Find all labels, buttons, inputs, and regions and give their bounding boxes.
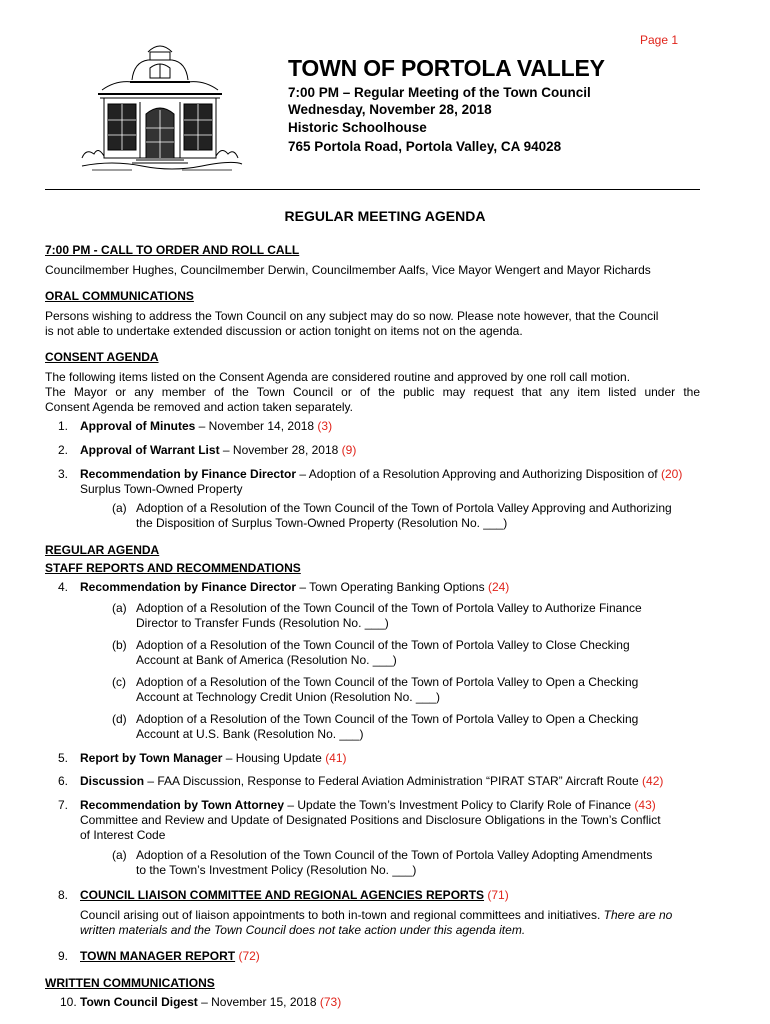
header-divider (45, 189, 700, 190)
item-title: Recommendation by Finance Director (80, 580, 297, 594)
town-title: TOWN OF PORTOLA VALLEY (288, 55, 605, 81)
item-title: TOWN MANAGER REPORT (80, 949, 236, 963)
item-number: 7. (58, 798, 69, 812)
sub-item-line-1: Adoption of a Resolution of the Town Council of the Town of Portola Valley Adopting Amendments (136, 848, 653, 862)
sub-item-label: (a) (112, 601, 127, 615)
sub-item-line-2: Account at Bank of America (Resolution No. ___) (136, 653, 397, 667)
page-ref: (43) (634, 798, 656, 812)
oral-line-1: Persons wishing to address the Town Council on any subject may do so now. Please note however, that the Council (45, 309, 659, 323)
consent-line-2: The Mayor or any member of the Town Council or of the public may request that any item listed under the (45, 385, 700, 399)
page-ref: (20) (660, 467, 683, 481)
item-title: Approval of Warrant List (80, 443, 220, 457)
item-number: 1. (58, 419, 69, 433)
sub-item-line-1: Adoption of a Resolution of the Town Council of the Town of Portola Valley to Authorize Finance (136, 601, 642, 615)
sub-item-line-2: Account at Technology Credit Union (Resolution No. ___) (136, 690, 440, 704)
roll-call-text: Councilmember Hughes, Councilmember Derwin, Councilmember Aalfs, Vice Mayor Wengert and Mayor Richards (45, 263, 651, 277)
page-ref: (9) (341, 443, 357, 457)
item-desc: Council arising out of liaison appointments to both in-town and regional committees and initiatives. (80, 908, 604, 922)
sub-item-label: (c) (112, 675, 126, 689)
sub-item-label: (a) (112, 501, 127, 515)
item-desc-cont: Surplus Town-Owned Property (80, 482, 243, 496)
meeting-date: Wednesday, November 28, 2018 (288, 102, 492, 117)
item-title: Report by Town Manager (80, 751, 223, 765)
item-desc: – Town Operating Banking Options (296, 580, 488, 594)
sub-item-line-1: Adoption of a Resolution of the Town Council of the Town of Portola Valley Approving and Authorizing (136, 501, 672, 515)
item-title: Recommendation by Finance Director (80, 467, 297, 481)
sub-item-label: (a) (112, 848, 127, 862)
item-number: 10. (60, 995, 77, 1009)
sub-item-line-2: the Disposition of Surplus Town-Owned Property (Resolution No. ___) (136, 516, 508, 530)
item-desc-cont: Committee and Review and Update of Designated Positions and Disclosure Obligations in the Town’s Conflict (80, 813, 661, 827)
item-number: 9. (58, 949, 69, 963)
written-communications-heading: WRITTEN COMMUNICATIONS (45, 976, 215, 990)
regular-agenda-heading: REGULAR AGENDA (45, 543, 160, 557)
consent-agenda-heading: CONSENT AGENDA (45, 350, 159, 364)
agenda-title: REGULAR MEETING AGENDA (284, 208, 486, 224)
meeting-address: 765 Portola Road, Portola Valley, CA 94028 (288, 139, 562, 154)
item-title: Approval of Minutes (80, 419, 196, 433)
consent-line-1: The following items listed on the Consent Agenda are considered routine and approved by one roll call motion. (45, 370, 631, 384)
item-desc: – FAA Discussion, Response to Federal Aviation Administration “PIRAT STAR” Aircraft Route (144, 774, 643, 788)
call-to-order-heading: 7:00 PM - CALL TO ORDER AND ROLL CALL (45, 243, 300, 257)
item-note: There are no (603, 908, 673, 922)
item-desc: – November 15, 2018 (197, 995, 320, 1009)
item-desc: – November 14, 2018 (195, 419, 318, 433)
sub-item-line-1: Adoption of a Resolution of the Town Council of the Town of Portola Valley to Open a Checking (136, 675, 639, 689)
page-ref: (73) (319, 995, 342, 1009)
page-ref: (24) (487, 580, 510, 594)
page-ref: (71) (487, 888, 509, 902)
item-number: 3. (58, 467, 69, 481)
oral-communications-heading: ORAL COMMUNICATIONS (45, 289, 194, 303)
sub-item-line-2: to the Town’s Investment Policy (Resolution No. ___) (136, 863, 417, 877)
item-desc-cont: of Interest Code (80, 828, 166, 842)
meeting-time: 7:00 PM – Regular Meeting of the Town Council (288, 85, 591, 100)
item-title: COUNCIL LIAISON COMMITTEE AND REGIONAL AGENCIES REPORTS (80, 888, 485, 902)
oral-line-2: is not able to undertake extended discussion or action tonight on items not on the agenda. (45, 324, 523, 338)
sub-item-line-2: Director to Transfer Funds (Resolution No. ___) (136, 616, 389, 630)
item-number: 8. (58, 888, 69, 902)
sub-item-line-2: Account at U.S. Bank (Resolution No. ___) (136, 727, 364, 741)
item-number: 4. (58, 580, 69, 594)
item-title: Town Council Digest (80, 995, 198, 1009)
page-ref: (42) (642, 774, 664, 788)
page-ref: (72) (238, 949, 260, 963)
sub-item-label: (d) (112, 712, 127, 726)
sub-item-line-1: Adoption of a Resolution of the Town Council of the Town of Portola Valley to Close Checking (136, 638, 630, 652)
sub-item-line-1: Adoption of a Resolution of the Town Council of the Town of Portola Valley to Open a Checking (136, 712, 639, 726)
staff-reports-heading: STAFF REPORTS AND RECOMMENDATIONS (45, 561, 301, 575)
item-note-cont: written materials and the Town Council does not take action under this agenda item. (80, 923, 526, 937)
item-title: Discussion (80, 774, 145, 788)
item-number: 6. (58, 774, 69, 788)
page-ref: (41) (325, 751, 347, 765)
page-ref: (3) (317, 419, 333, 433)
item-desc: – November 28, 2018 (219, 443, 342, 457)
item-desc: – Update the Town’s Investment Policy to Clarify Role of Finance (284, 798, 635, 812)
schoolhouse-logo (72, 40, 247, 175)
item-desc: – Adoption of a Resolution Approving and Authorizing Disposition of (296, 467, 661, 481)
item-number: 2. (58, 443, 69, 457)
sub-item-label: (b) (112, 638, 127, 652)
consent-line-3: Consent Agenda be removed and action taken separately. (45, 400, 353, 414)
item-desc: – Housing Update (222, 751, 326, 765)
item-number: 5. (58, 751, 69, 765)
meeting-venue: Historic Schoolhouse (288, 120, 427, 135)
item-title: Recommendation by Town Attorney (80, 798, 285, 812)
page-number: Page 1 (640, 33, 679, 47)
